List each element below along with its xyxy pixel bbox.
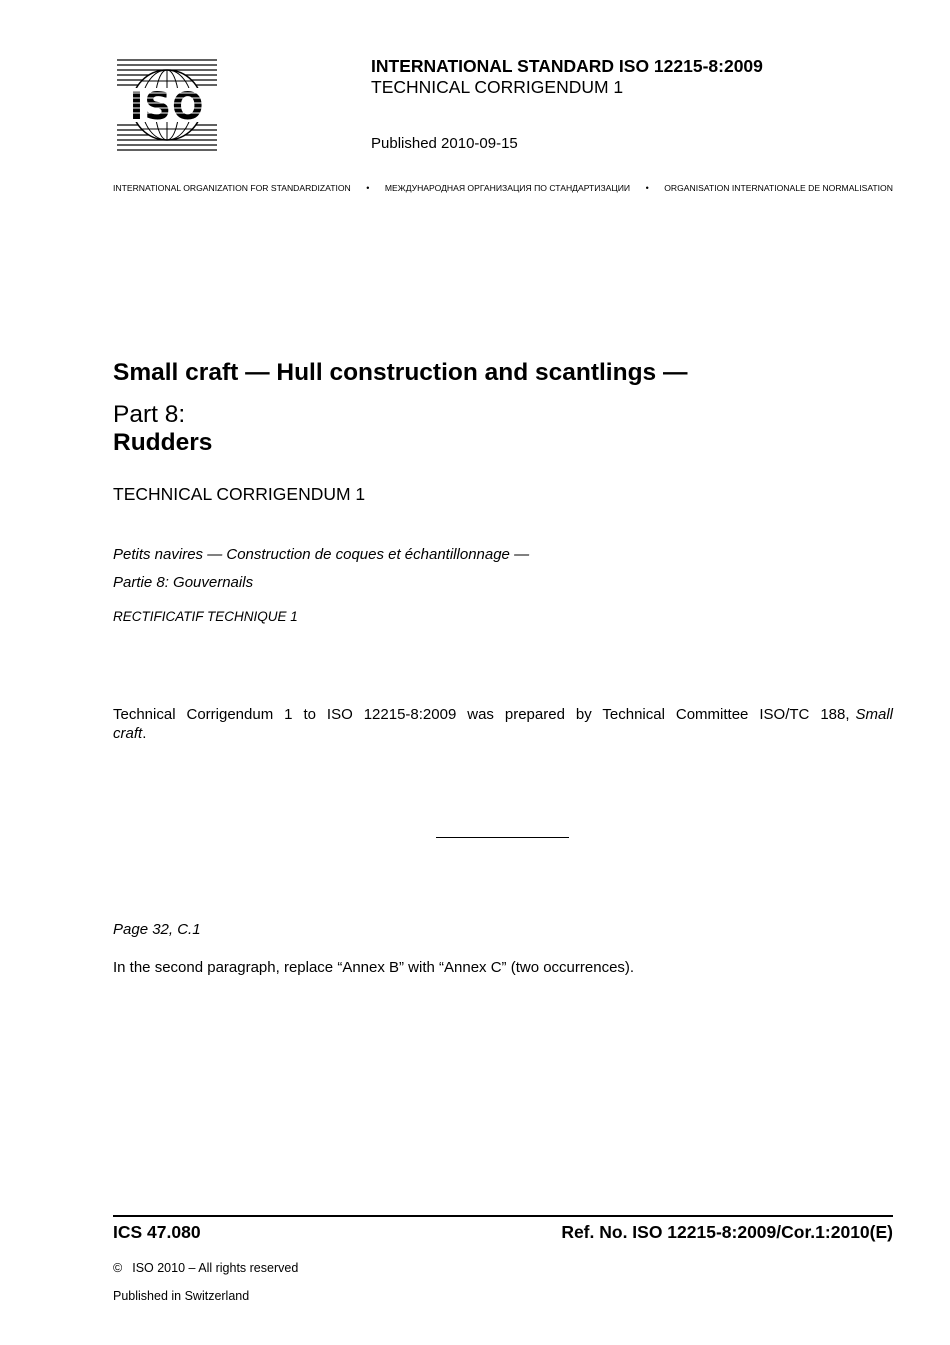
part-label: Part 8: [113, 401, 186, 428]
intro-paragraph [113, 705, 893, 743]
standard-subtitle: TECHNICAL CORRIGENDUM 1 [371, 77, 624, 97]
footer-rule [113, 1215, 893, 1217]
document-title: Small craft — Hull construction and scantlings — [113, 359, 688, 386]
page-reference: Page 32, C.1 [113, 921, 201, 938]
section-separator [436, 837, 569, 838]
copyright-icon: © [113, 1261, 123, 1275]
copyright-notice [113, 1261, 298, 1275]
intro-period: . [142, 725, 147, 742]
corrigendum-label: TECHNICAL CORRIGENDUM 1 [113, 484, 366, 504]
reference-number: Ref. No. ISO 12215-8:2009/Cor.1:2010(E) [561, 1222, 893, 1242]
svg-text:ISO: ISO [129, 85, 205, 128]
organization-line [113, 183, 893, 193]
published-date: Published 2010-09-15 [371, 135, 518, 152]
published-in: Published in Switzerland [113, 1289, 250, 1303]
org-name-english: INTERNATIONAL ORGANIZATION FOR STANDARDIZATION [113, 183, 351, 193]
committee-name: Small craft [113, 706, 893, 742]
copyright-text: ISO 2010 – All rights reserved [132, 1261, 299, 1275]
french-part: Partie 8: Gouvernails [113, 574, 254, 591]
bullet-separator: • [366, 183, 370, 193]
replacement-instruction: In the second paragraph, replace “Annex B” with “Annex C” (two occurrences). [113, 959, 635, 976]
french-title: Petits navires — Construction de coques et échantillonnage — [113, 546, 530, 563]
ics-code: ICS 47.080 [113, 1222, 201, 1242]
intro-text: Technical Corrigendum 1 to ISO 12215-8:2009 was prepared by Technical Committee ISO/TC 188, [113, 706, 850, 723]
bullet-separator: • [645, 183, 649, 193]
part-name: Rudders [113, 429, 213, 456]
org-name-russian: МЕЖДУНАРОДНАЯ ОРГАНИЗАЦИЯ ПО СТАНДАРТИЗАЦИИ [384, 183, 631, 193]
org-name-french: ORGANISATION INTERNATIONALE DE NORMALISATION [664, 183, 893, 193]
iso-logo [117, 57, 217, 153]
standard-title: INTERNATIONAL STANDARD ISO 12215-8:2009 [371, 56, 763, 76]
french-corrigendum: RECTIFICATIF TECHNIQUE 1 [113, 609, 298, 624]
